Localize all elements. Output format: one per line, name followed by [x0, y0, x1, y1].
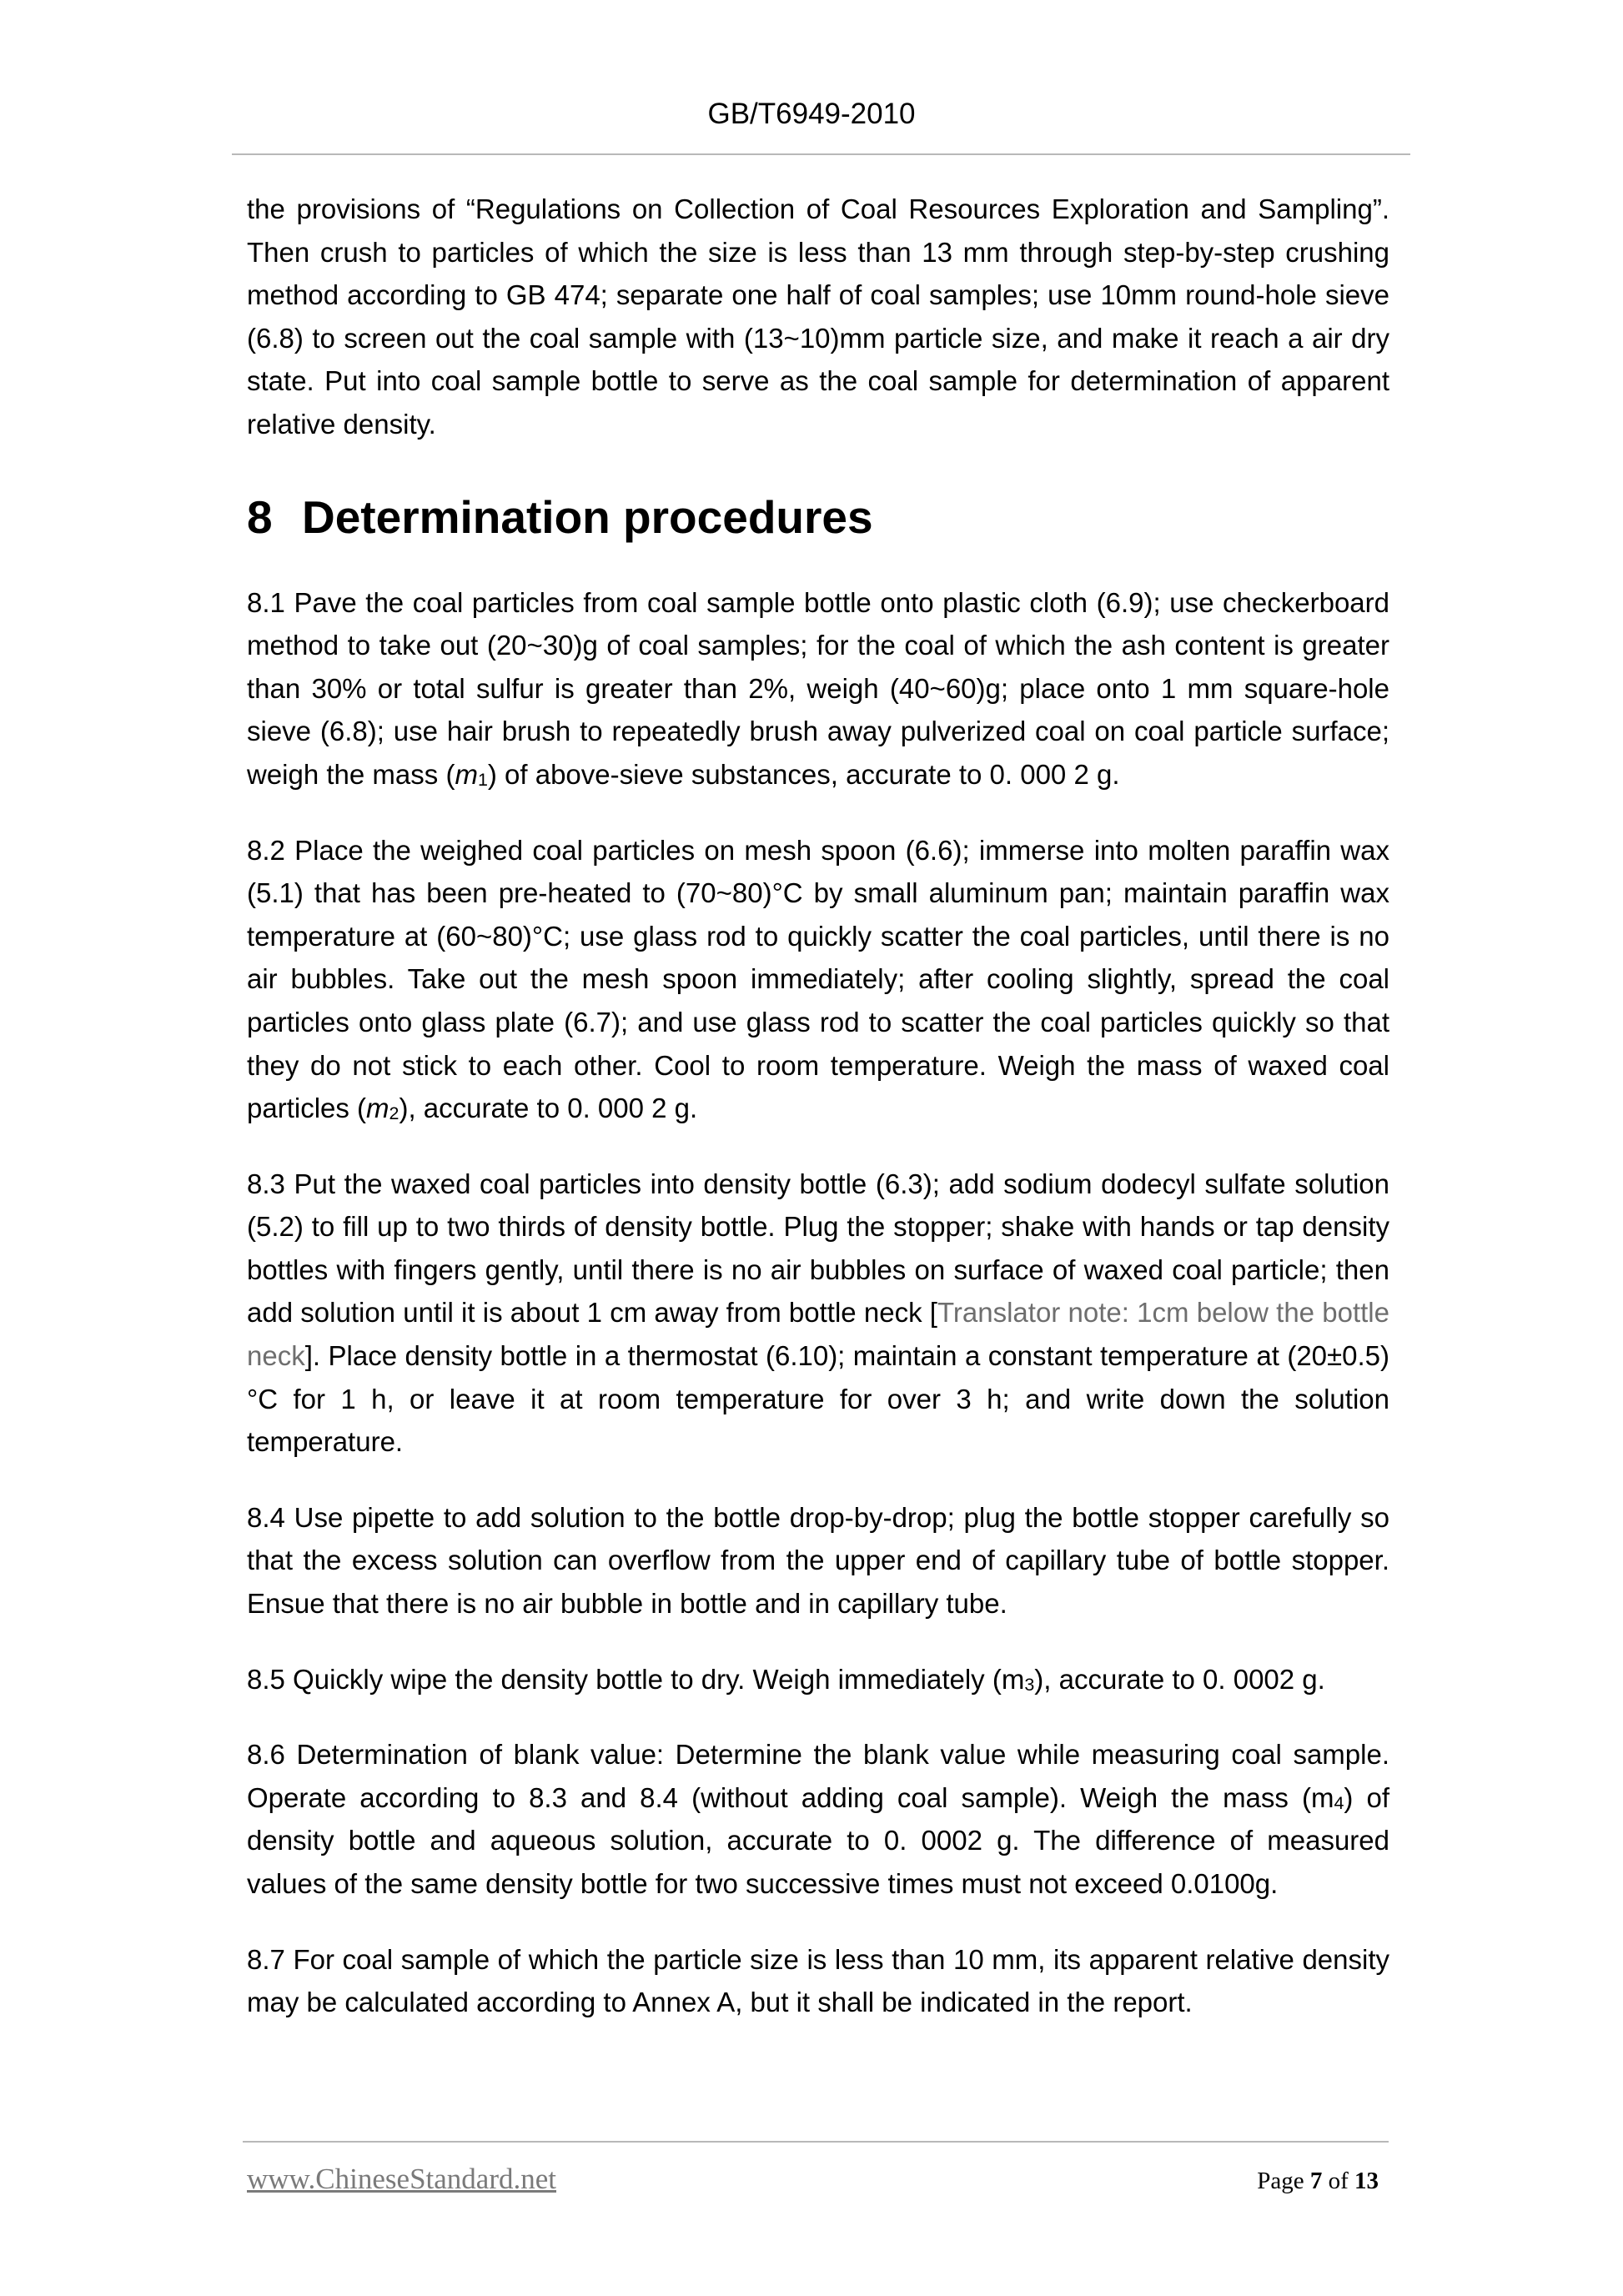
intro-paragraph: the provisions of “Regulations on Collection of Coal Resources Exploration and Sampling”. Then crush to particles of which the size is less than 13 mm through step-by-step crushing method according to GB 474; separate one half of coal samples; use 10mm round-hole sieve (6.8) to screen out the coal sample with (13~10)mm particle size, and make it reach a air dry state. Put into coal sample bottle to serve as the coal sample for determination of apparent relative density.: [247, 193, 1389, 440]
footer-site-link[interactable]: www.ChineseStandard.net: [247, 2163, 556, 2195]
paragraph-8-6: 8.6 Determination of blank value: Determine the blank value while measuring coal sample. Operate according to 8.3 and 8.4 (without adding coal sample). Weigh the mass $(m_4)$ of density bottle and aqueous solution, accurate to 0. 0002 g. The difference of measured values of the same density bottle for two successive times must not exceed 0.0100g.: [247, 1739, 1389, 1899]
translator-note: Translator note: 1cm below the bottle neck: [247, 1297, 1389, 1372]
paragraph-8-2: 8.2 Place the weighed coal particles on mesh spoon (6.6); immerse into molten paraffin wax (5.1) that has been pre-heated to (70~80)°C by small aluminum pan; maintain paraffin wax temperature at (60~80)°C; use glass rod to quickly scatter the coal particles, until there is no air bubbles. Take out the mesh spoon immediately; after cooling slightly, spread the coal particles onto glass plate (6.7); and use glass rod to scatter the coal particles quickly so that they do not stick to each other. Cool to room temperature. Weigh the mass of waxed coal particles $(m_2)$, accurate to 0. 000 2 g.: [247, 834, 1389, 1124]
section-number: 8: [247, 490, 273, 543]
page-header-title: GB/T6949-2010: [707, 98, 916, 130]
footer-divider: [243, 2141, 1389, 2143]
paragraph-8-4: 8.4 Use pipette to add solution to the bottle drop-by-drop; plug the bottle stopper carefully so that the excess solution can overflow from the upper end of capillary tube of bottle stopper. Ensue that there is no air bubble in bottle and in capillary tube.: [247, 1501, 1389, 1620]
header-divider: [232, 153, 1410, 155]
paragraph-8-5: 8.5 Quickly wipe the density bottle to dry. Weigh immediately $(m_3)$, accurate to 0. 0002 g.: [247, 1663, 1325, 1695]
page-number: Page 7 of 13: [1257, 2168, 1379, 2194]
paragraph-8-1: 8.1 Pave the coal particles from coal sample bottle onto plastic cloth (6.9); use checkerboard method to take out (20~30)g of coal samples; for the coal of which the ash content is greater than 30% or total sulfur is greater than 2%, weigh (40~60)g; place onto 1 mm square-hole sieve (6.8); use hair brush to repeatedly brush away pulverized coal on coal particle surface; weigh the mass $(m_1)$ of above-sieve substances, accurate to 0. 000 2 g.: [247, 586, 1389, 791]
paragraph-8-7: 8.7 For coal sample of which the particle size is less than 10 mm, its apparent relative density may be calculated according to Annex A, but it shall be indicated in the report.: [247, 1943, 1389, 2018]
paragraph-8-3: 8.3 Put the waxed coal particles into density bottle (6.3); add sodium dodecyl sulfate solution (5.2) to fill up to two thirds of density bottle. Plug the stopper; shake with hands or tap density bottles with fingers gently, until there is no air bubbles on surface of waxed coal particle; then add solution until it is about 1 cm away from bottle neck [Translator note: 1cm below the bottle neck]. Place density bottle in a thermostat (6.10); maintain a constant temperature at (20±0.5)°C for 1 h, or leave it at room temperature for over 3 h; and write down the solution temperature.: [247, 1168, 1389, 1458]
section-title: Determination procedures: [302, 490, 873, 543]
section-heading: [247, 488, 1389, 546]
document-body: [247, 188, 1389, 2024]
